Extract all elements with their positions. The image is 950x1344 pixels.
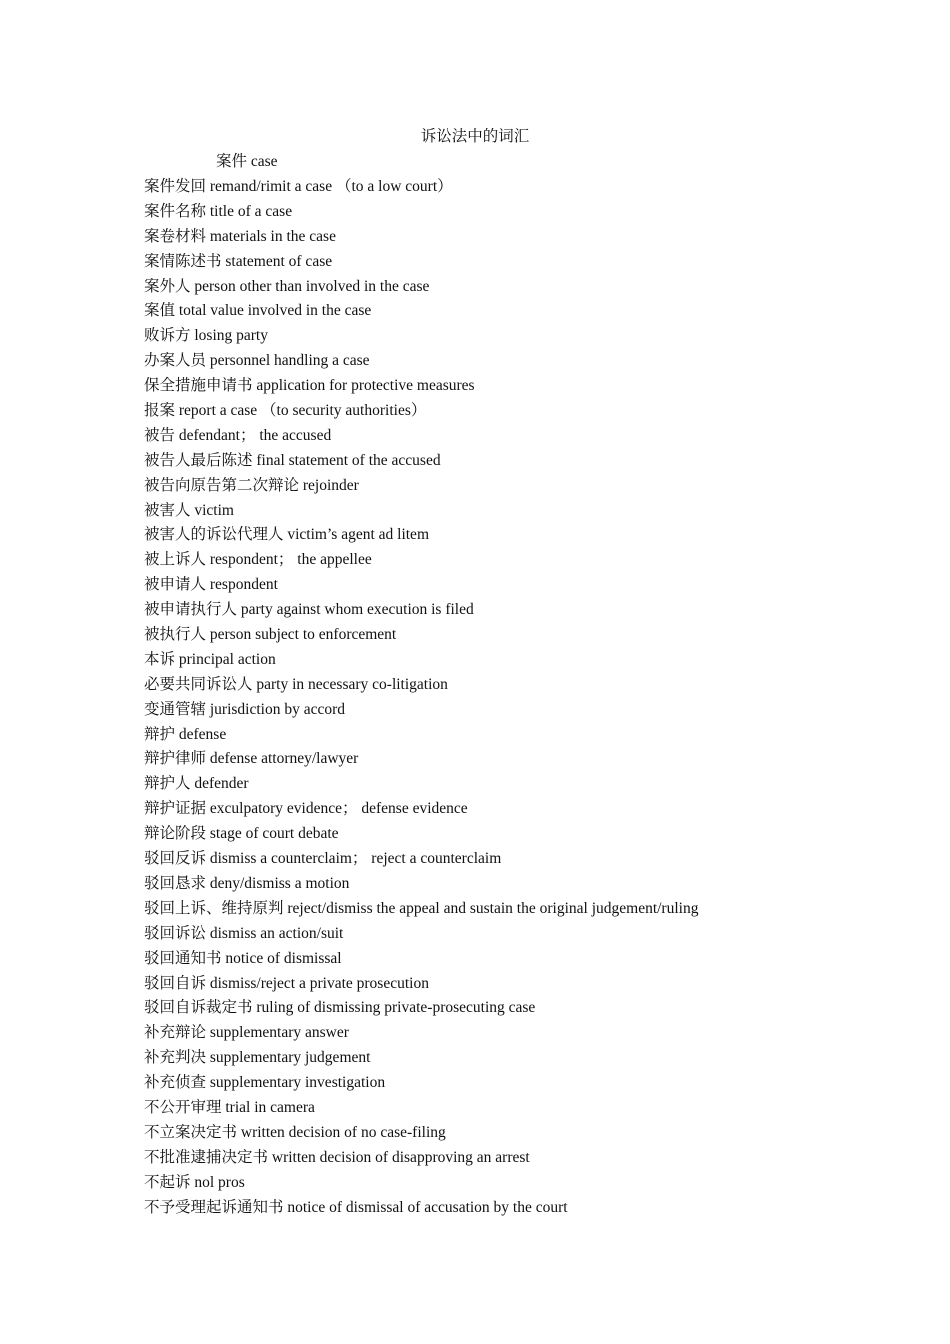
glossary-entry: 不批准逮捕决定书 written decision of disapproving an arrest — [144, 1148, 530, 1166]
glossary-entry: 变通管辖 jurisdiction by accord — [144, 700, 346, 718]
glossary-entry: 被执行人 person subject to enforcement — [144, 626, 397, 644]
glossary-entry: 不予受理起诉通知书 notice of dismissal of accusation by the court — [144, 1198, 568, 1216]
glossary-entry: 不立案决定书 written decision of no case-filing — [144, 1123, 446, 1141]
glossary-entry: 被害人 victim — [144, 501, 234, 519]
section-subheading: 案件 case — [216, 153, 278, 170]
glossary-entry: 办案人员 personnel handling a case — [144, 352, 370, 370]
glossary-entry: 驳回恳求 deny/dismiss a motion — [144, 874, 350, 892]
glossary-entry: 案外人 person other than involved in the case — [144, 277, 430, 295]
glossary-entry: 报案 report a case （to security authorities） — [144, 402, 427, 420]
glossary-entry: 案件名称 title of a case — [144, 202, 293, 220]
glossary-entry: 辩护 defense — [144, 725, 227, 743]
glossary-entry: 案件发回 remand/rimit a case （to a low court） — [144, 178, 453, 195]
glossary-entry: 辩论阶段 stage of court debate — [144, 825, 339, 843]
glossary-entry: 辩护人 defender — [144, 775, 249, 793]
glossary-entry: 驳回自诉裁定书 ruling of dismissing private-prosecuting case — [144, 999, 536, 1017]
glossary-entry: 被申请执行人 party against whom execution is filed — [144, 601, 474, 619]
glossary-entry: 败诉方 losing party — [144, 327, 268, 345]
glossary-entry: 驳回通知书 notice of dismissal — [144, 949, 342, 967]
glossary-entry: 补充判决 supplementary judgement — [144, 1049, 371, 1067]
glossary-entry: 补充侦查 supplementary investigation — [144, 1074, 386, 1092]
glossary-entry: 驳回诉讼 dismiss an action/suit — [144, 924, 344, 942]
glossary-entry: 辩护证据 exculpatory evidence； defense evidence — [144, 800, 468, 818]
glossary-entry: 补充辩论 supplementary answer — [144, 1024, 349, 1042]
glossary-entry: 被告 defendant； the accused — [144, 426, 332, 444]
glossary-entry: 被申请人 respondent — [144, 576, 278, 594]
glossary-entry: 被害人的诉讼代理人 victim’s agent ad litem — [144, 526, 429, 544]
glossary-entry: 必要共同诉讼人 party in necessary co-litigation — [144, 675, 448, 693]
glossary-entry: 不公开审理 trial in camera — [144, 1098, 315, 1116]
glossary-entry: 案情陈述书 statement of case — [144, 252, 333, 270]
glossary-entry: 被告向原告第二次辩论 rejoinder — [144, 476, 359, 494]
glossary-entry: 案卷材料 materials in the case — [144, 227, 336, 245]
glossary-entry: 不起诉 nol pros — [144, 1173, 245, 1191]
glossary-entry: 案值 total value involved in the case — [144, 302, 372, 320]
glossary-entry: 辩护律师 defense attorney/lawyer — [144, 750, 359, 768]
glossary-entry: 驳回上诉、维持原判 reject/dismiss the appeal and sustain the original judgement/ruling — [144, 899, 699, 917]
document-title: 诉讼法中的词汇 — [420, 128, 530, 145]
glossary-entry: 驳回自诉 dismiss/reject a private prosecution — [144, 974, 429, 992]
glossary-entry: 保全措施申请书 application for protective measures — [144, 377, 475, 395]
glossary-entry: 驳回反诉 dismiss a counterclaim； reject a counterclaim — [144, 850, 502, 868]
glossary-entry: 本诉 principal action — [144, 650, 276, 668]
glossary-entry: 被告人最后陈述 final statement of the accused — [144, 451, 441, 469]
glossary-list — [144, 176, 698, 1221]
glossary-entry: 被上诉人 respondent； the appellee — [144, 551, 372, 569]
